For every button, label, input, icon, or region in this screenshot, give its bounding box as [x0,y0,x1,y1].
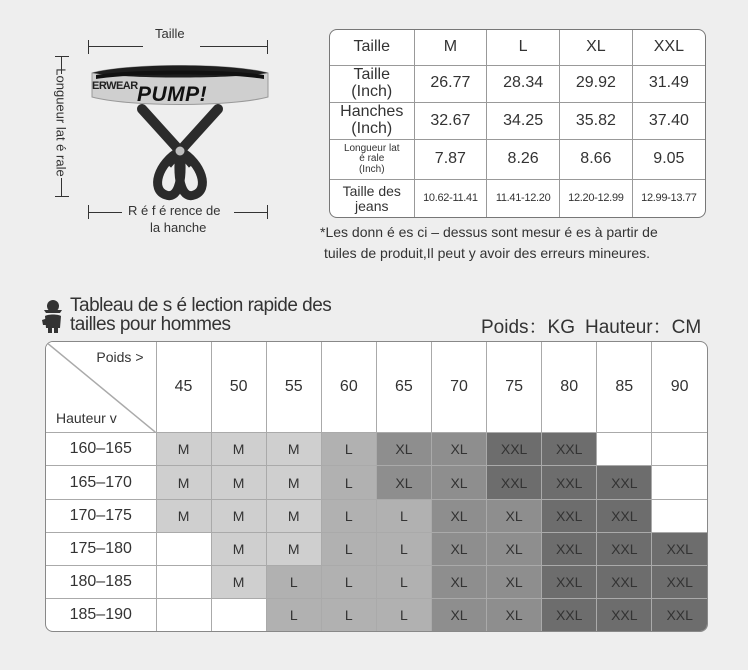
size-cell-m: M [266,466,321,499]
size-cell-m: M [211,499,266,532]
size-cell-l: L [321,565,376,598]
hip-reference-label-2: la hanche [150,220,207,235]
dim-tick [267,40,268,54]
spec-size-header: M [414,30,487,65]
weight-header-70: 70 [431,342,486,433]
size-spec-table [329,29,706,218]
empty-cell [652,433,707,466]
size-cell-xl: XL [487,499,542,532]
spec-row-label: Taille (Inch) [330,65,414,102]
size-cell-xl: XL [487,599,542,631]
spec-value: 11.41-12.20 [487,180,560,217]
chart-title-line-2: tailles pour hommes [70,314,231,335]
dim-line [88,212,122,213]
selection-row [46,532,707,565]
size-cell-xxl: XXL [597,466,652,499]
spec-row-side-length [330,140,705,180]
chart-title-line-1: Tableau de s é lection rapide des [70,295,332,316]
dim-tick [267,205,268,219]
size-cell-xxl: XXL [487,466,542,499]
empty-cell [652,499,707,532]
selection-row [46,565,707,598]
weight-header-65: 65 [376,342,431,433]
size-cell-xl: XL [431,532,486,565]
size-cell-l: L [321,532,376,565]
hip-reference-label-1: R é f é rence de [128,203,221,218]
dim-tick [88,40,89,54]
dim-line [61,178,62,196]
size-cell-m: M [156,433,211,466]
size-cell-xxl: XXL [652,532,707,565]
weight-header-80: 80 [542,342,597,433]
spec-header-label: Taille [330,30,414,65]
selection-row [46,499,707,532]
size-selection-table [45,341,708,632]
size-cell-xxl: XXL [487,433,542,466]
selection-row [46,599,707,631]
size-cell-xl: XL [487,565,542,598]
spec-row-waist [330,65,705,102]
spec-value: 26.77 [414,65,487,102]
height-unit-label: Hauteur：CM [585,317,702,338]
spec-value: 29.92 [560,65,633,102]
dim-line [234,212,267,213]
size-cell-xxl: XXL [542,433,597,466]
selection-row [46,433,707,466]
spec-value: 12.99-13.77 [632,180,705,217]
spec-row-label: Taille des jeans [330,180,414,217]
empty-cell [652,466,707,499]
empty-cell [211,599,266,631]
person-icon [40,298,66,334]
size-cell-l: L [376,532,431,565]
jockstrap-drawing [80,55,280,205]
brand-logo-text: PUMP! [137,83,208,106]
size-cell-m: M [156,499,211,532]
spec-value: 8.66 [560,140,633,180]
size-cell-xl: XL [431,466,486,499]
spec-value: 34.25 [487,102,560,139]
weight-header-50: 50 [211,342,266,433]
size-cell-xl: XL [431,599,486,631]
size-cell-xxl: XXL [597,499,652,532]
size-cell-m: M [266,532,321,565]
size-cell-l: L [321,466,376,499]
height-range-label: 160–165 [46,433,156,466]
weight-header-75: 75 [487,342,542,433]
height-range-label: 175–180 [46,532,156,565]
spec-row-label: Longueur lat é rale (Inch) [330,140,414,180]
side-length-label: Longueur lat é rale [53,68,69,177]
spec-size-header: XL [560,30,633,65]
size-cell-xxl: XXL [597,565,652,598]
size-cell-l: L [321,433,376,466]
empty-cell [156,532,211,565]
weight-unit-label: Poids：KG [481,317,575,338]
spec-value: 32.67 [414,102,487,139]
spec-value: 35.82 [560,102,633,139]
spec-value: 37.40 [632,102,705,139]
spec-row-label: Hanches (Inch) [330,102,414,139]
size-cell-l: L [376,499,431,532]
weight-header-55: 55 [266,342,321,433]
size-cell-l: L [321,599,376,631]
size-cell-l: L [376,565,431,598]
corner-weight-label: Poids > [96,349,144,365]
selection-header-row [46,342,707,433]
height-range-label: 180–185 [46,565,156,598]
size-cell-xxl: XXL [542,466,597,499]
dim-tick [55,196,69,197]
width-label: Taille [155,26,185,41]
dim-line [200,46,268,47]
note-line-1: *Les donn é es ci – dessus sont mesur é es à partir de [320,224,658,240]
size-cell-l: L [266,565,321,598]
weight-header-45: 45 [156,342,211,433]
size-cell-xl: XL [487,532,542,565]
spec-size-header: L [487,30,560,65]
measurement-note [320,222,720,264]
size-cell-xxl: XXL [542,599,597,631]
size-cell-m: M [156,466,211,499]
corner-cell [46,342,156,433]
spec-row-hips [330,102,705,139]
dim-line [88,46,143,47]
size-cell-xl: XL [376,466,431,499]
spec-size-header: XXL [632,30,705,65]
size-cell-m: M [211,433,266,466]
size-cell-l: L [266,599,321,631]
weight-header-60: 60 [321,342,376,433]
spec-value: 12.20-12.99 [560,180,633,217]
weight-header-85: 85 [597,342,652,433]
size-cell-xl: XL [431,499,486,532]
size-cell-xxl: XXL [542,565,597,598]
size-cell-m: M [266,499,321,532]
empty-cell [597,433,652,466]
size-cell-xxl: XXL [652,565,707,598]
size-cell-xl: XL [431,433,486,466]
height-range-label: 170–175 [46,499,156,532]
size-cell-xl: XL [431,565,486,598]
spec-value: 28.34 [487,65,560,102]
spec-value: 7.87 [414,140,487,180]
spec-header-row [330,30,705,65]
size-cell-xxl: XXL [652,599,707,631]
band-text: ERWEAR [92,80,138,92]
height-range-label: 165–170 [46,466,156,499]
empty-cell [156,599,211,631]
spec-row-jeans [330,180,705,217]
corner-height-label: Hauteur v [56,410,117,427]
spec-value: 10.62-11.41 [414,180,487,217]
height-range-label: 185–190 [46,599,156,631]
size-cell-m: M [266,433,321,466]
size-cell-xxl: XXL [542,499,597,532]
size-cell-l: L [376,599,431,631]
spec-value: 9.05 [632,140,705,180]
size-cell-xxl: XXL [597,532,652,565]
size-cell-xxl: XXL [542,532,597,565]
selection-row [46,466,707,499]
spec-value: 8.26 [487,140,560,180]
size-cell-m: M [211,532,266,565]
size-cell-xl: XL [376,433,431,466]
size-cell-xxl: XXL [597,599,652,631]
empty-cell [156,565,211,598]
size-cell-m: M [211,565,266,598]
weight-header-90: 90 [652,342,707,433]
note-line-2: tuiles de produit,Il peut y avoir des erreurs mineures. [324,245,651,261]
spec-value: 31.49 [632,65,705,102]
chart-title [70,296,331,334]
size-cell-l: L [321,499,376,532]
size-cell-m: M [211,466,266,499]
